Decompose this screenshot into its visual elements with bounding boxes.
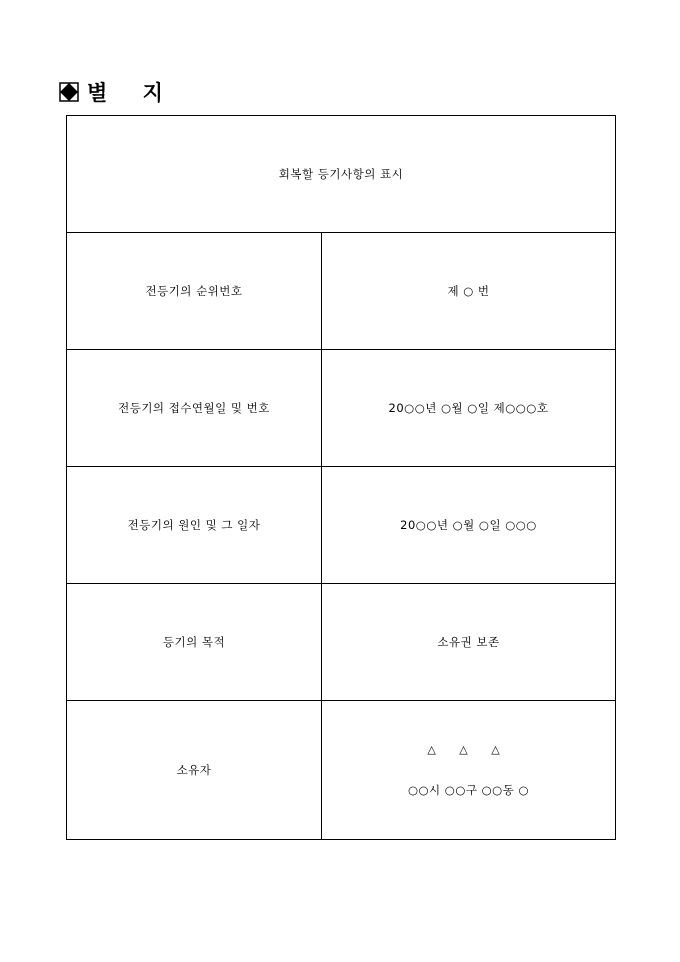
cause-date-value: 20○○년 ○월 ○일 ○○○ <box>322 467 616 584</box>
purpose-label: 등기의 목적 <box>67 584 322 701</box>
owner-label: 소유자 <box>67 701 322 840</box>
receipt-date-label: 전등기의 접수연월일 및 번호 <box>67 350 322 467</box>
rank-number-value: 제 ○ 번 <box>322 233 616 350</box>
owner-name: △ △ △ <box>427 742 510 756</box>
table-row <box>67 701 616 840</box>
table-row <box>67 584 616 701</box>
document-header <box>59 78 177 106</box>
rank-number-label: 전등기의 순위번호 <box>67 233 322 350</box>
owner-value <box>322 701 616 840</box>
owner-address: ○○시 ○○구 ○○동 ○ <box>407 782 530 797</box>
purpose-value: 소유권 보존 <box>322 584 616 701</box>
table-row <box>67 350 616 467</box>
table-title-row <box>67 116 616 233</box>
table-title: 회복할 등기사항의 표시 <box>67 116 616 233</box>
receipt-date-value: 20○○년 ○월 ○일 제○○○호 <box>322 350 616 467</box>
registration-table <box>66 115 616 840</box>
cause-date-label: 전등기의 원인 및 그 일자 <box>67 467 322 584</box>
attachment-title: 별 지 <box>87 80 177 105</box>
diamond-bullet-icon <box>59 82 79 102</box>
table-row <box>67 467 616 584</box>
table-row <box>67 233 616 350</box>
